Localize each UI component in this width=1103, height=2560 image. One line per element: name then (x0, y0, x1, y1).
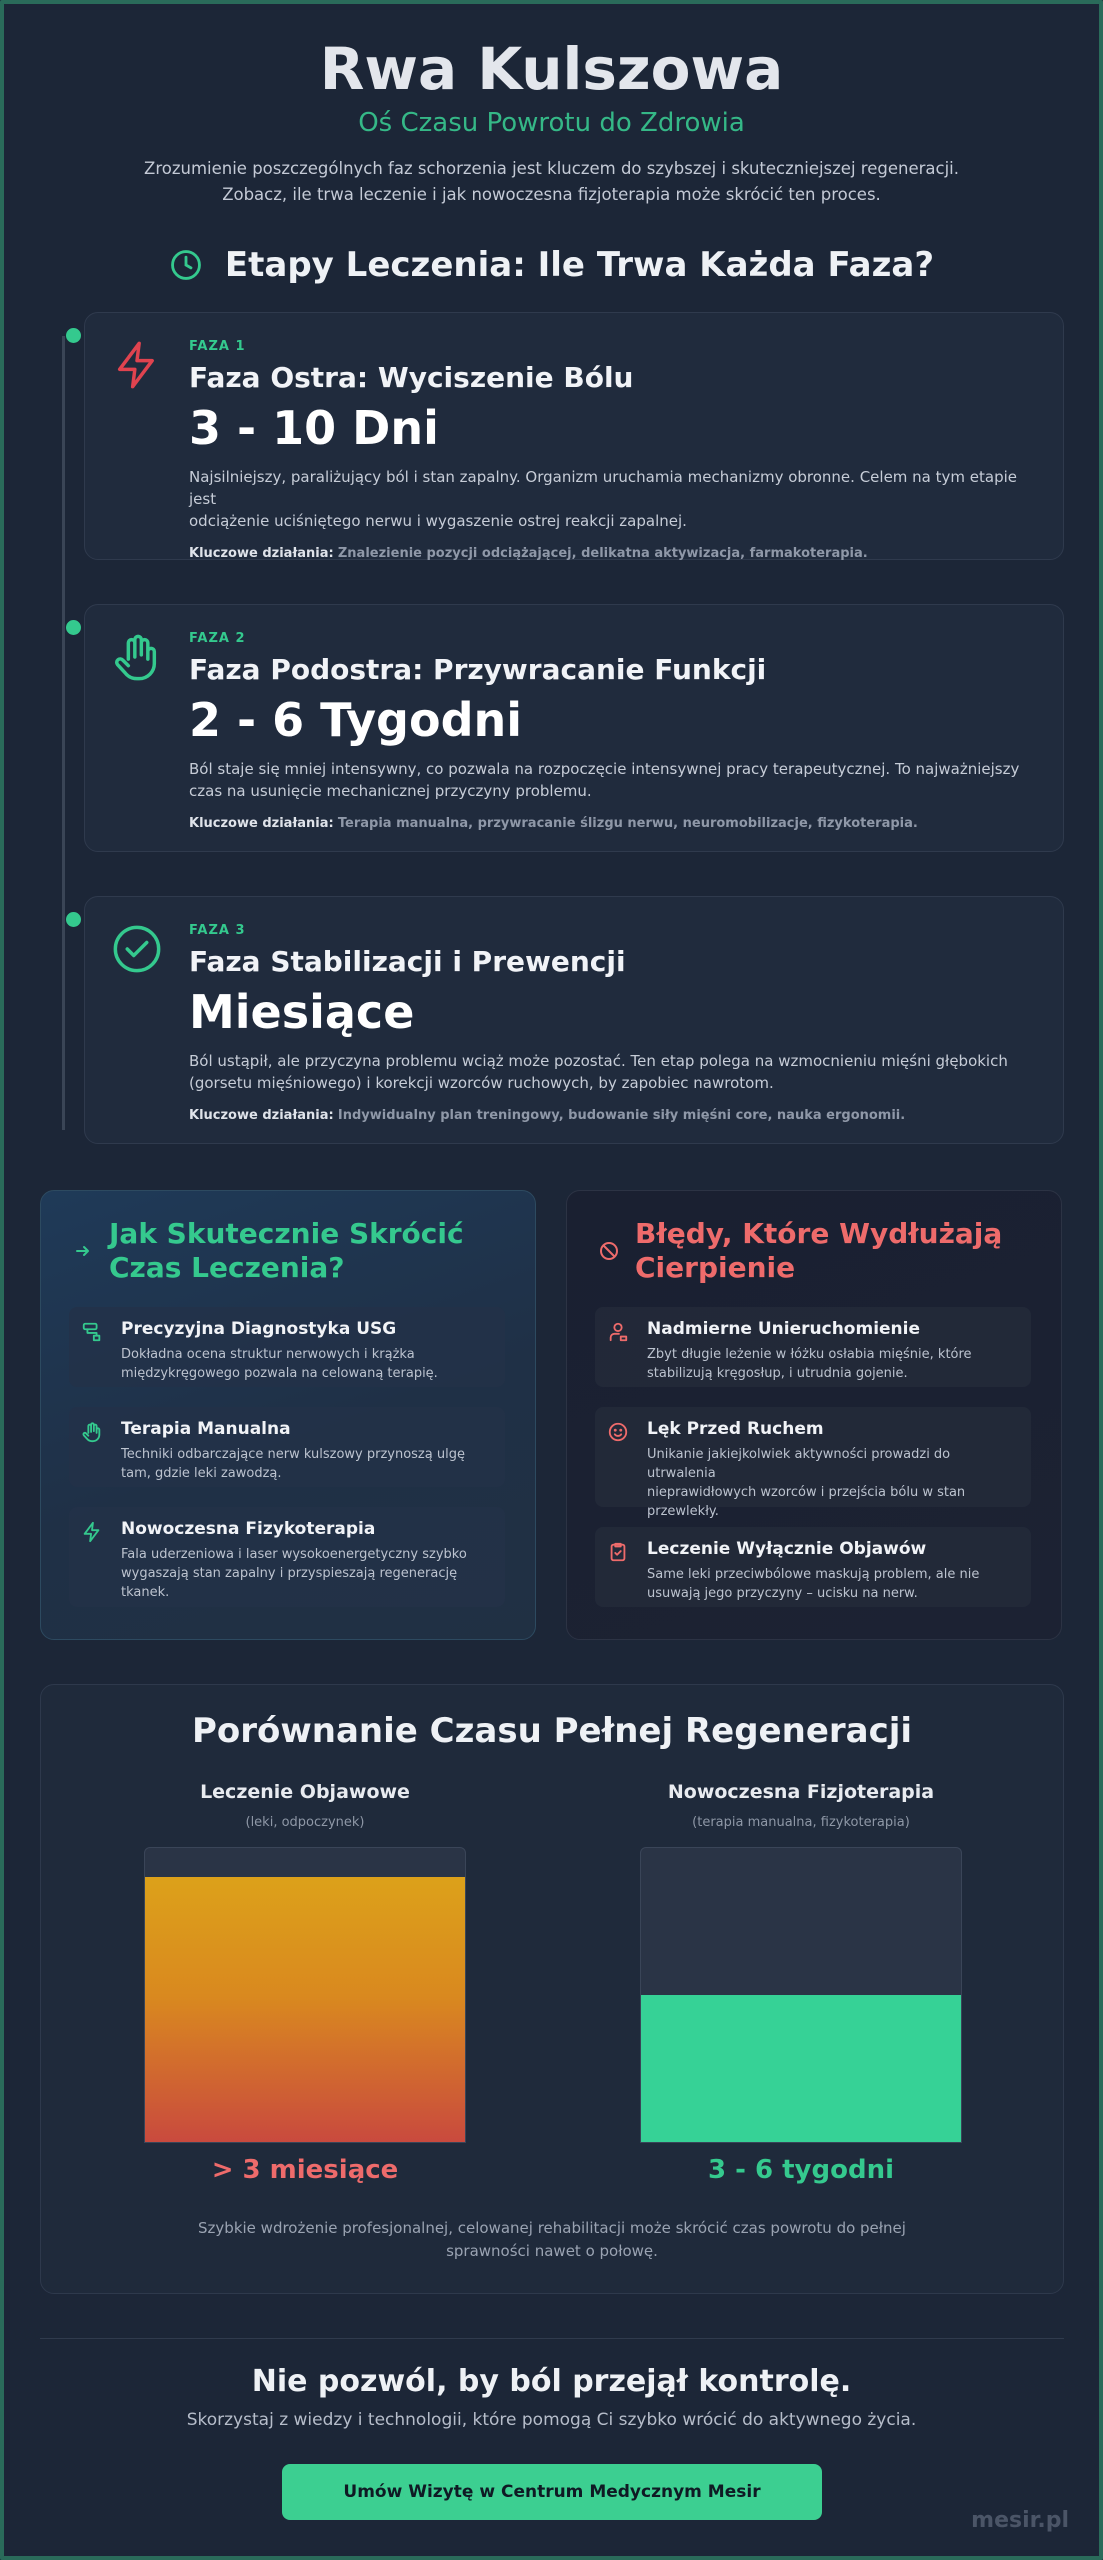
item-description-line: Unikanie jakiejkolwiek aktywności prowadzi do utrwalenia (647, 1447, 951, 1481)
item-title: Terapia Manualna (121, 1419, 291, 1439)
item-description-line: Dokładna ocena struktur nerwowych i krążka (121, 1347, 415, 1362)
timeline-line (62, 336, 65, 1130)
description-line-1: Zrozumienie poszczególnych faz schorzenia jest kluczem do szybszej i skuteczniejszej regeneracji. (144, 159, 959, 178)
phase-card-1 (84, 312, 1064, 560)
phase-card-3 (84, 896, 1064, 1144)
key-actions-value: Indywidualny plan treningowy, budowanie siły mięśni core, nauka ergonomii. (337, 1108, 906, 1123)
card-title-line: Błędy, Które Wydłużają (635, 1217, 1003, 1250)
timeline-heading (0, 240, 1103, 290)
column-sublabel: (leki, odpoczynek) (245, 1815, 365, 1830)
phase-description-line: Ból ustąpił, ale przyczyna problemu wciąż może pozostać. Ten etap polega na wzmocnieniu mięśni głębokich (189, 1052, 1008, 1070)
list-item (69, 1507, 505, 1607)
item-description-line: nieprawidłowych wzorców i przejścia bólu w stan (647, 1485, 966, 1500)
book-visit-button[interactable]: Umów Wizytę w Centrum Medycznym Mesir (282, 2464, 822, 2520)
bar-fill-left (145, 1877, 465, 2142)
user-bed-icon (607, 1321, 629, 1343)
item-title: Leczenie Wyłącznie Objawów (647, 1539, 927, 1559)
bar-value-right: 3 - 6 tygodni (707, 2155, 894, 2185)
phase-description-line: Najsilniejszy, paraliżujący ból i stan zapalny. Organizm uruchamia mechanizmy obronne. Celem na tym etapie jest (189, 468, 1018, 508)
key-actions-label: Kluczowe działania: (189, 1108, 334, 1123)
check-circle-icon (111, 923, 163, 975)
card-title (635, 1217, 1002, 1285)
list-item (595, 1407, 1031, 1519)
page-header (0, 34, 1103, 208)
comparison-note-line: Szybkie wdrożenie profesjonalnej, celowanej rehabilitacji może skrócić czas powrotu do pełnej (198, 2219, 906, 2237)
face-icon (607, 1421, 629, 1443)
timeline-dot (66, 912, 81, 927)
page-subtitle: Oś Czasu Powrotu do Zdrowia (358, 108, 745, 138)
bar-fill-right (641, 1995, 961, 2142)
phase-label: FAZA 2 (189, 631, 246, 646)
cta-title: Nie pozwól, by ból przejął kontrolę. (251, 2364, 852, 2399)
phase-duration: 2 - 6 Tygodni (189, 693, 523, 747)
phase-description-line: (gorsetu mięśniowego) i korekcji wzorców ruchowych, by zapobiec nawrotom. (189, 1074, 774, 1092)
lightning-icon (81, 1521, 103, 1543)
comparison-column-left (144, 1781, 466, 1830)
card-title (109, 1217, 464, 1285)
item-description-line: tkanek. (121, 1585, 170, 1600)
card-title-line: Czas Leczenia? (109, 1251, 345, 1284)
key-actions-value: Znalezienie pozycji odciążającej, delikatna aktywizacja, farmakoterapia. (337, 546, 868, 561)
hand-icon (111, 631, 163, 683)
phase-key-actions (189, 1108, 1037, 1123)
card-title-line: Jak Skutecznie Skrócić (109, 1217, 464, 1250)
column-label: Nowoczesna Fizjoterapia (667, 1781, 935, 1803)
column-label: Leczenie Objawowe (200, 1781, 410, 1803)
arrow-right-icon (71, 1239, 95, 1263)
phase-card-2 (84, 604, 1064, 852)
divider (40, 2338, 1064, 2339)
bar-track-right (640, 1847, 962, 2143)
page-description (0, 156, 1103, 208)
page-title: Rwa Kulszowa (319, 35, 784, 103)
ban-icon (597, 1239, 621, 1263)
lightning-icon (111, 339, 163, 391)
phase-title: Faza Stabilizacji i Prewencji (189, 945, 626, 978)
item-description-line: przewlekły. (647, 1504, 719, 1519)
item-title: Nadmierne Unieruchomienie (647, 1319, 921, 1339)
comparison-panel (40, 1684, 1064, 2294)
timeline-dot (66, 328, 81, 343)
card-header (71, 1217, 511, 1285)
phase-key-actions (189, 816, 1037, 831)
mistakes-card (566, 1190, 1062, 1640)
comparison-title: Porównanie Czasu Pełnej Regeneracji (191, 1711, 913, 1751)
phase-description (189, 1050, 1037, 1094)
item-description-line: Same leki przeciwbólowe maskują problem, ale nie (647, 1567, 980, 1582)
item-title: Nowoczesna Fizykoterapia (121, 1519, 376, 1539)
card-header (597, 1217, 1037, 1285)
item-description-line: Techniki odbarczające nerw kulszowy przynoszą ulgę (121, 1447, 465, 1462)
phase-description-line: czas na usunięcie mechanicznej przyczyny problemu. (189, 782, 592, 800)
item-description-line: tam, gdzie leki zawodzą. (121, 1466, 282, 1481)
phase-description (189, 466, 1037, 532)
brand-watermark: mesir.pl (971, 2508, 1069, 2533)
phase-label: FAZA 3 (189, 923, 246, 938)
comparison-note-line: sprawności nawet o połowę. (446, 2242, 658, 2260)
list-item (69, 1407, 505, 1487)
phase-duration: 3 - 10 Dni (189, 401, 439, 455)
item-description-line: wygaszają stan zapalny i przyspieszają regenerację (121, 1566, 458, 1581)
item-title: Precyzyjna Diagnostyka USG (121, 1319, 397, 1339)
clipboard-check-icon (607, 1541, 629, 1563)
item-description-line: stabilizują kręgosłup, i utrudnia gojenie. (647, 1366, 908, 1381)
item-description (121, 1345, 491, 1383)
item-description-line: usuwają jego przyczyny – ucisku na nerw. (647, 1586, 918, 1601)
item-description (647, 1345, 1017, 1383)
clock-icon (169, 248, 203, 282)
shorten-treatment-card (40, 1190, 536, 1640)
card-title-line: Cierpienie (635, 1251, 796, 1284)
timeline-title: Etapy Leczenia: Ile Trwa Każda Faza? (224, 245, 935, 285)
comparison-column-right (640, 1781, 962, 1830)
comparison-note (41, 2217, 1063, 2263)
bar-value-left: > 3 miesiące (211, 2155, 399, 2185)
item-description-line: Fala uderzeniowa i laser wysokoenergetyczny szybko (121, 1547, 467, 1562)
phase-title: Faza Ostra: Wyciszenie Bólu (189, 361, 634, 394)
phase-description-line: odciążenie uciśniętego nerwu i wygaszenie ostrej reakcji zapalnej. (189, 512, 687, 530)
column-sublabel: (terapia manualna, fizykoterapia) (692, 1815, 910, 1830)
cta-subtitle: Skorzystaj z wiedzy i technologii, które pomogą Ci szybko wrócić do aktywnego życia. (186, 2410, 917, 2430)
key-actions-label: Kluczowe działania: (189, 816, 334, 831)
item-description (647, 1565, 1017, 1603)
description-line-2: Zobacz, ile trwa leczenie i jak nowoczesna fizjoterapia może skrócić ten proces. (222, 185, 881, 204)
item-description (647, 1445, 1017, 1521)
list-item (595, 1527, 1031, 1607)
item-title: Lęk Przed Ruchem (647, 1419, 824, 1439)
hand-icon (81, 1421, 103, 1443)
key-actions-label: Kluczowe działania: (189, 546, 334, 561)
item-description (121, 1545, 491, 1602)
key-actions-value: Terapia manualna, przywracanie ślizgu nerwu, neuromobilizacje, fizykoterapia. (337, 816, 918, 831)
item-description-line: Zbyt długie leżenie w łóżku osłabia mięśnie, które (647, 1347, 972, 1362)
phase-description-line: Ból staje się mniej intensywny, co pozwala na rozpoczęcie intensywnej pracy terapeutycznej. To najważniejszy (189, 760, 1020, 778)
bar-track-left (144, 1847, 466, 2143)
item-description-line: międzykręgowego pozwala na celowaną terapię. (121, 1366, 438, 1381)
timeline-dot (66, 620, 81, 635)
phase-key-actions (189, 546, 1037, 561)
item-description (121, 1445, 491, 1483)
list-item (595, 1307, 1031, 1387)
phase-label: FAZA 1 (189, 339, 246, 354)
phase-duration: Miesiące (189, 985, 415, 1039)
ultrasound-icon (81, 1321, 103, 1343)
phase-title: Faza Podostra: Przywracanie Funkcji (189, 653, 767, 686)
list-item (69, 1307, 505, 1387)
phase-description (189, 758, 1037, 802)
